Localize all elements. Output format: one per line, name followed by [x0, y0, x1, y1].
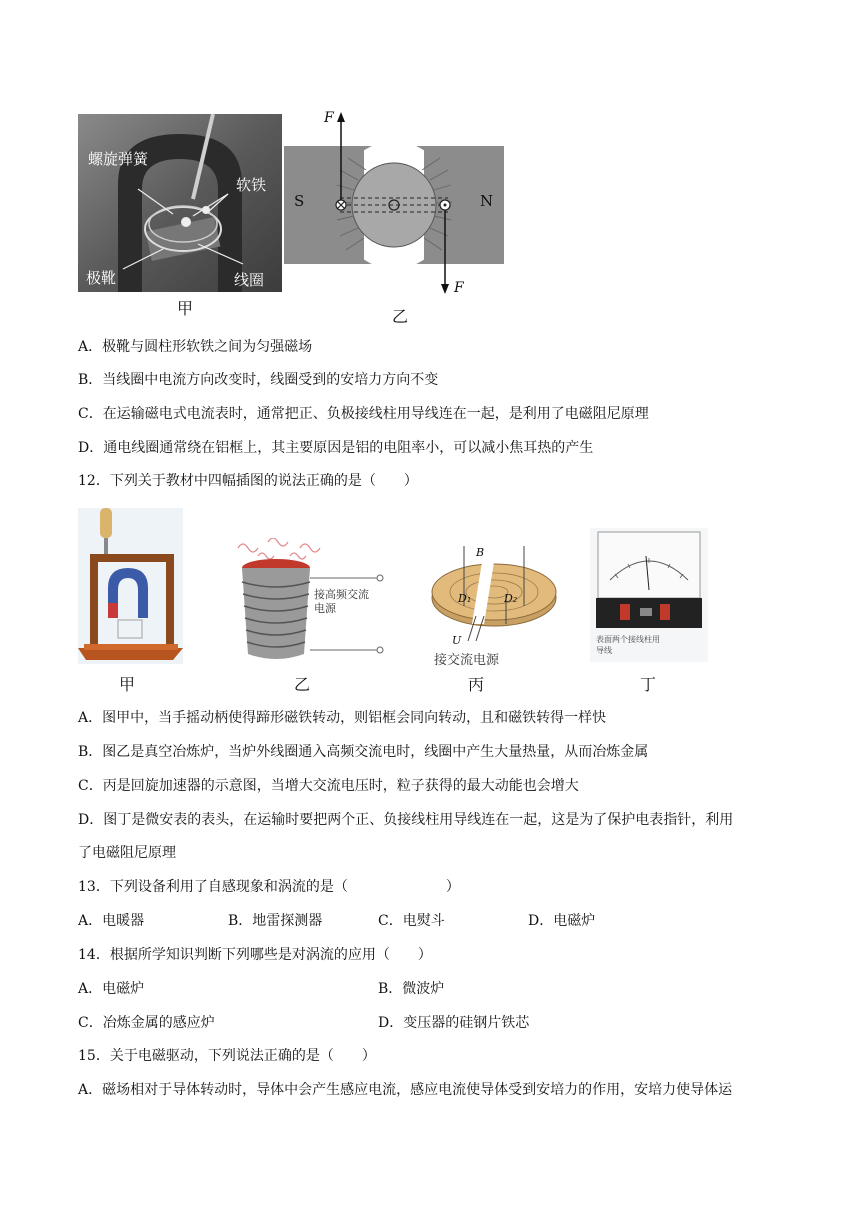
q12-yi-label: 接高频交流电源: [314, 588, 369, 615]
q14-option-a: A．电磁炉: [78, 981, 145, 997]
q13-option-a: A．电暖器: [78, 913, 145, 929]
q12-bing-U: U: [452, 634, 462, 647]
q15-stem: 15．关于电磁驱动，下列说法正确的是（ ）: [78, 1048, 376, 1064]
q12-bing-D1: D₁: [458, 592, 472, 605]
q12-bing-B: B: [476, 546, 485, 559]
q12-bing-D2: D₂: [504, 592, 518, 605]
q12-stem: 12．下列关于教材中四幅插图的说法正确的是（ ）: [78, 473, 418, 489]
q13-option-d: D．电磁炉: [528, 913, 596, 929]
q15-option-a: A．磁场相对于导体转动时，导体中会产生感应电流，感应电流使导体受到安培力的作用，安培力使导体运: [78, 1082, 733, 1098]
label-force-top: F: [324, 110, 334, 126]
q12-figure-jia: [78, 508, 183, 664]
caption-top-yi: 乙: [391, 307, 408, 326]
q11-option-c: C．在运输磁电式电流表时，通常把正、负极接线柱用导线连在一起，是利用了电磁阻尼原理: [78, 406, 649, 422]
q12-caption-yi: 乙: [293, 675, 310, 694]
q12-figure-bing: [424, 546, 564, 666]
q12-figure-ding: [590, 528, 708, 662]
q14-option-b: B．微波炉: [378, 981, 445, 997]
q12-option-a: A．图甲中，当手摇动柄使得蹄形磁铁转动，则铝框会同向转动，且和磁铁转得一样快: [78, 710, 607, 726]
q14-stem: 14．根据所学知识判断下列哪些是对涡流的应用（ ）: [78, 947, 432, 963]
label-spring: 螺旋弹簧: [88, 150, 149, 168]
label-soft-iron: 软铁: [236, 176, 267, 194]
q12-figure-yi: [228, 538, 388, 666]
q12-option-d: D．图丁是微安表的表头，在运输时要把两个正、负接线柱用导线连在一起，这是为了保护电表指针，利用: [78, 812, 734, 828]
caption-top-jia: 甲: [176, 299, 193, 318]
q12-ding-note: 表面两个接线柱用导线: [596, 635, 660, 655]
q12-caption-bing: 丙: [467, 675, 484, 694]
q12-option-d-cont: 了电磁阻尼原理: [78, 845, 176, 861]
figure-yi-diagram: [282, 110, 506, 300]
q11-option-a: A．极靴与圆柱形软铁之间为匀强磁场: [78, 339, 313, 355]
q12-caption-ding: 丁: [639, 675, 656, 694]
label-pole-shoe: 极靴: [86, 269, 117, 287]
q12-bing-label: 接交流电源: [434, 653, 500, 668]
q11-option-b: B．当线圈中电流方向改变时，线圈受到的安培力方向不变: [78, 372, 439, 388]
q13-stem: 13．下列设备利用了自感现象和涡流的是（ ）: [78, 879, 460, 895]
q13-option-b: B．地雷探测器: [228, 913, 323, 929]
label-south-pole: S: [294, 192, 305, 210]
q12-caption-jia: 甲: [118, 675, 135, 694]
q12-option-c: C．丙是回旋加速器的示意图，当增大交流电压时，粒子获得的最大动能也会增大: [78, 778, 579, 794]
q12-option-b: B．图乙是真空冶炼炉，当炉外线圈通入高频交流电时，线圈中产生大量热量，从而冶炼金属: [78, 744, 649, 760]
q14-option-c: C．冶炼金属的感应炉: [78, 1015, 215, 1031]
q13-option-c: C．电熨斗: [378, 913, 445, 929]
q11-option-d: D．通电线圈通常绕在铝框上，其主要原因是铝的电阻率小，可以减小焦耳热的产生: [78, 440, 594, 456]
figure-jia-photo: [78, 114, 282, 292]
q14-option-d: D．变压器的硅钢片铁芯: [378, 1015, 530, 1031]
label-north-pole: N: [480, 192, 494, 210]
label-force-bottom: F: [454, 280, 464, 296]
label-coil: 线圈: [234, 271, 265, 289]
